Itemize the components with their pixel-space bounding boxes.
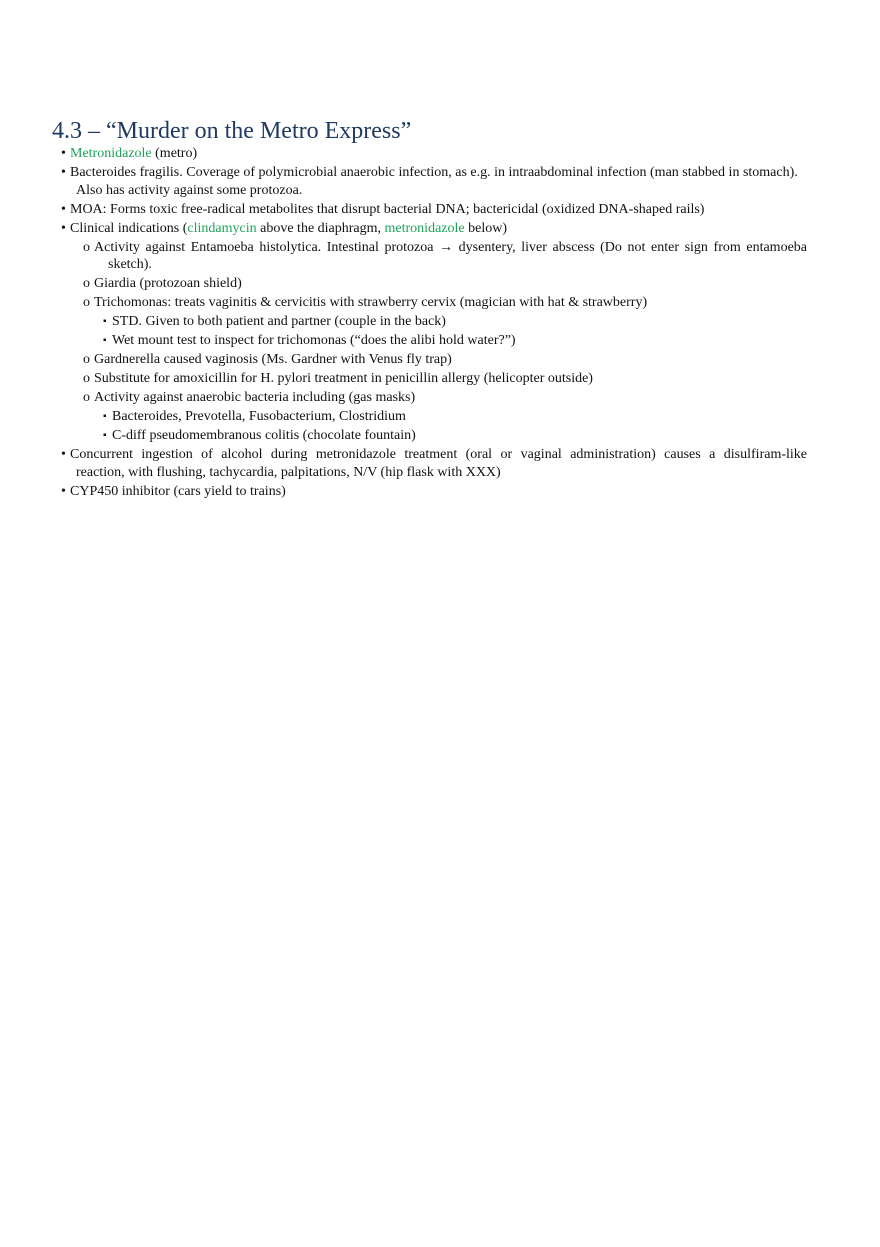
drug-name-metronidazole: Metronidazole <box>70 146 152 161</box>
square-marker: ▪ <box>103 411 107 422</box>
list-item-cyp450 <box>0 483 807 501</box>
sub-item-gardnerella <box>0 351 807 369</box>
sub-item-anaerobic <box>0 389 807 407</box>
item-text: Gardnerella caused vaginosis (Ms. Gardner with Venus fly trap) <box>94 352 452 368</box>
item-text: Giardia (protozoan shield) <box>94 276 242 292</box>
item-text: C-diff pseudomembranous colitis (chocolate fountain) <box>112 427 416 443</box>
page-title: 4.3 – “Murder on the Metro Express” <box>52 118 412 144</box>
sub-item-h-pylori <box>0 370 807 388</box>
bullet-marker: • <box>61 164 66 180</box>
item-text: Activity against Entamoeba histolytica. Intestinal protozoa → dysentery, liver abscess (Do not enter sign from entamoeba <box>94 239 807 255</box>
item-text: Clinical indications ( <box>70 220 188 236</box>
square-marker: ▪ <box>103 316 107 328</box>
item-text: Bacteroides, Prevotella, Fusobacterium, Clostridium <box>112 409 406 424</box>
item-text: Substitute for amoxicillin for H. pylori treatment in penicillin allergy (helicopter outside) <box>94 371 593 387</box>
item-text: Trichomonas: treats vaginitis & cervicitis with strawberry cervix (magician with hat & strawberry) <box>94 295 648 311</box>
square-marker: ▪ <box>103 335 107 347</box>
drug-name-clindamycin: clindamycin <box>187 220 257 236</box>
sub-marker: o <box>83 295 90 311</box>
list-item-clinical-indications <box>0 220 807 238</box>
sub-item-trichomonas <box>0 294 807 312</box>
sub-marker: o <box>83 352 90 368</box>
item-text: above the diaphragm, <box>256 220 385 236</box>
bullet-marker: • <box>61 146 66 161</box>
item-text: MOA: Forms toxic free-radical metabolites that disrupt bacterial DNA; bactericidal (oxidized DNA-shaped rails) <box>70 201 705 217</box>
sub-sub-item-std <box>0 313 807 331</box>
bullet-marker: • <box>61 220 66 236</box>
item-text-continued: reaction, with flushing, tachycardia, palpitations, N/V (hip flask with XXX) <box>76 464 501 480</box>
item-text: Activity against anaerobic bacteria including (gas masks) <box>94 390 416 406</box>
bullet-marker: • <box>61 483 66 499</box>
sub-item-giardia <box>0 275 807 293</box>
sub-marker: o <box>83 276 90 292</box>
bullet-marker: • <box>61 446 66 462</box>
sub-marker: o <box>83 371 90 387</box>
bullet-marker: • <box>61 201 66 217</box>
sub-sub-item-bacteroides-list <box>0 408 807 426</box>
list-item-alcohol <box>0 446 807 481</box>
list-item-moa <box>0 201 807 219</box>
item-text: below) <box>464 220 507 236</box>
item-text: STD. Given to both patient and partner (couple in the back) <box>112 314 446 330</box>
square-marker: ▪ <box>103 429 107 441</box>
list-item-metronidazole <box>0 145 807 163</box>
sub-sub-item-c-diff <box>0 427 807 445</box>
item-text: CYP450 inhibitor (cars yield to trains) <box>70 483 286 499</box>
drug-name-metronidazole: metronidazole <box>384 220 465 236</box>
item-text: Concurrent ingestion of alcohol during metronidazole treatment (oral or vaginal administration) causes a disulfiram-like <box>70 446 807 462</box>
item-text: (metro) <box>151 146 198 161</box>
notes-list <box>0 145 880 500</box>
item-text-continued: sketch). <box>108 257 152 273</box>
item-text-continued: Also has activity against some protozoa. <box>76 182 303 198</box>
sub-marker: o <box>83 390 90 406</box>
sub-item-entamoeba <box>0 239 807 274</box>
sub-sub-item-wet-mount <box>0 332 807 350</box>
list-item-bacteroides <box>0 164 807 199</box>
item-text: Wet mount test to inspect for trichomonas (“does the alibi hold water?”) <box>112 333 516 349</box>
item-text: Bacteroides fragilis. Coverage of polymicrobial anaerobic infection, as e.g. in intraabdominal infection (man stabbed in stomach). <box>70 164 798 180</box>
sub-marker: o <box>83 239 90 255</box>
